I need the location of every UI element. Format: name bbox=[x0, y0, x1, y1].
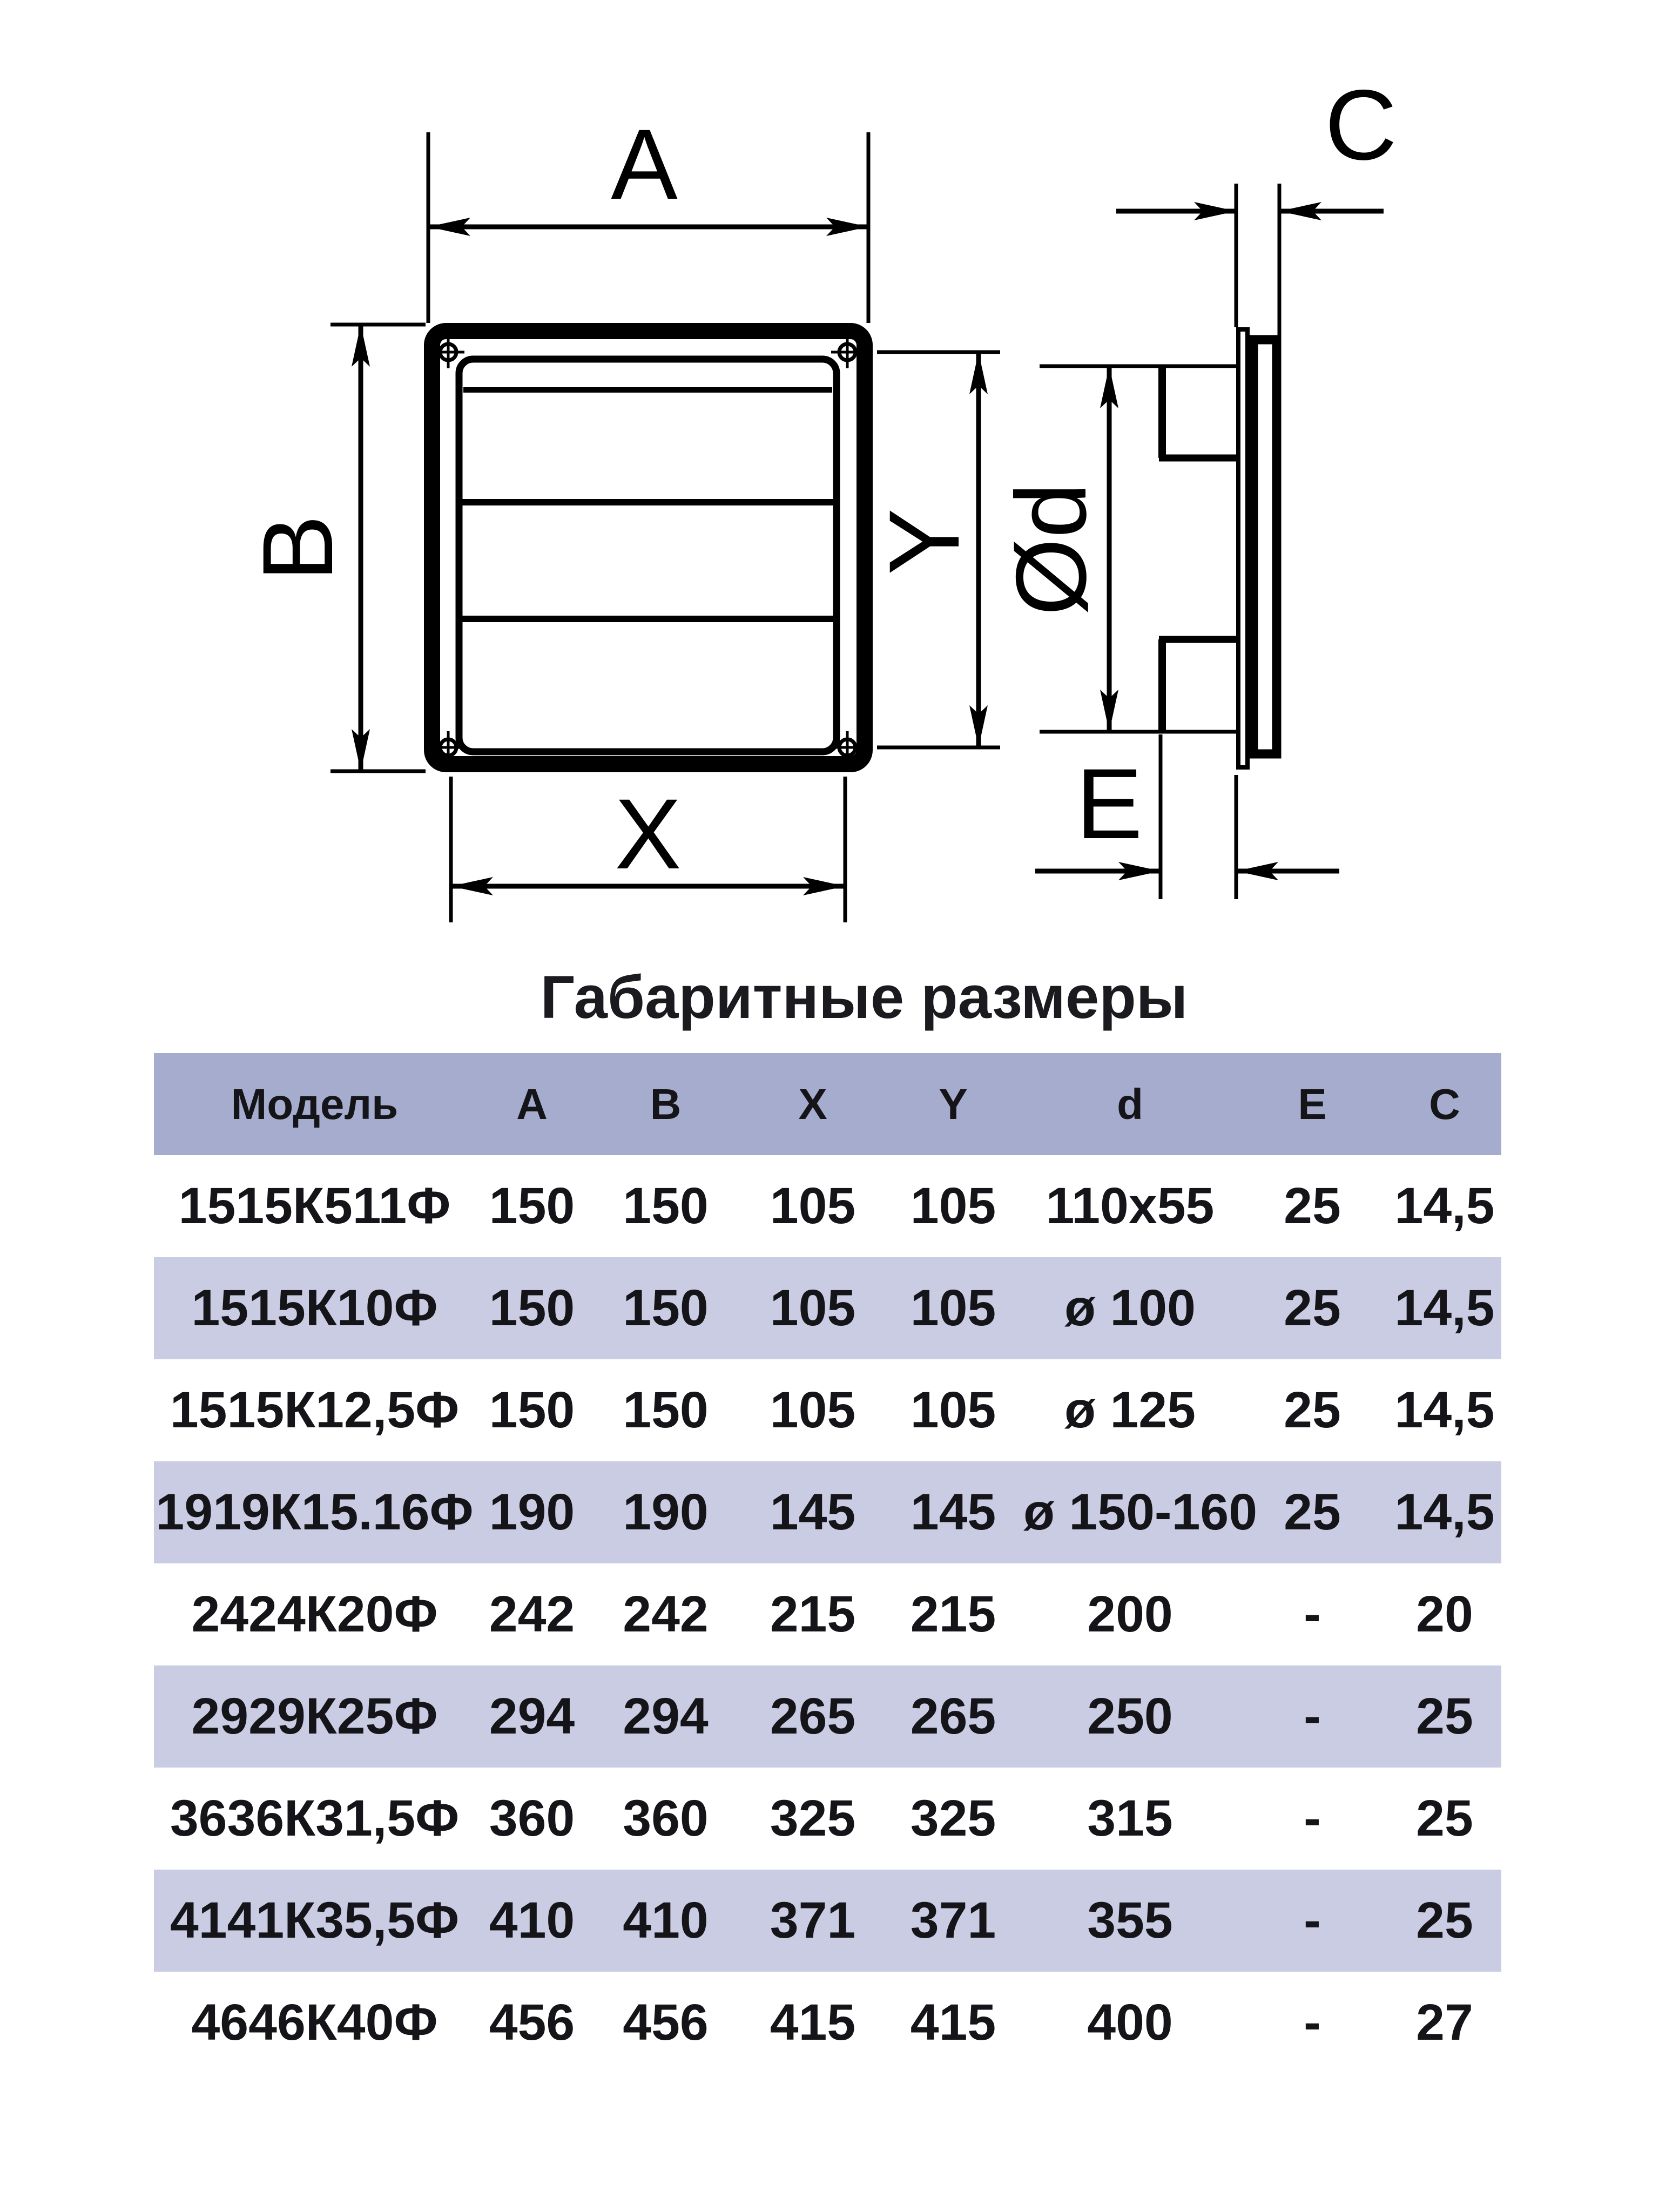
cell-model: 2929К25Ф bbox=[191, 1688, 438, 1745]
dimension-b bbox=[242, 325, 426, 771]
cell-e: 25 bbox=[1284, 1381, 1341, 1439]
dimension-e bbox=[1035, 734, 1339, 899]
cell-b: 410 bbox=[623, 1892, 709, 1949]
cell-d: ø 150-160 bbox=[1023, 1483, 1258, 1541]
dim-label-b: B bbox=[242, 515, 354, 582]
cell-e: 25 bbox=[1284, 1279, 1341, 1337]
cell-c: 14,5 bbox=[1394, 1177, 1495, 1235]
table-row bbox=[154, 1665, 1501, 1768]
table-row bbox=[154, 1768, 1501, 1870]
side-front-strip bbox=[1238, 329, 1247, 767]
dim-label-x: X bbox=[615, 779, 682, 890]
table-row bbox=[154, 1257, 1501, 1359]
cell-y: 415 bbox=[910, 1994, 996, 2051]
cell-e: - bbox=[1304, 1790, 1321, 1847]
cell-b: 150 bbox=[623, 1279, 709, 1337]
cell-model: 2424К20Ф bbox=[191, 1586, 438, 1643]
grille-louver-panel bbox=[459, 359, 837, 752]
table-row bbox=[154, 1461, 1501, 1563]
header-model: Модель bbox=[231, 1080, 399, 1128]
dimension-c bbox=[1116, 70, 1397, 336]
header-c: C bbox=[1429, 1080, 1460, 1128]
cell-c: 25 bbox=[1416, 1790, 1473, 1847]
cell-y: 105 bbox=[910, 1177, 996, 1235]
cell-x: 325 bbox=[770, 1790, 856, 1847]
cell-d: 250 bbox=[1087, 1688, 1173, 1745]
cell-d: 200 bbox=[1087, 1586, 1173, 1643]
front-view bbox=[432, 331, 865, 764]
cell-d: ø 125 bbox=[1064, 1381, 1196, 1439]
dim-label-diameter: Ød bbox=[996, 482, 1107, 616]
cell-e: - bbox=[1304, 1688, 1321, 1745]
cell-model: 3636К31,5Ф bbox=[170, 1790, 460, 1847]
cell-y: 325 bbox=[910, 1790, 996, 1847]
page-title: Габаритные размеры bbox=[540, 963, 1188, 1031]
cell-c: 14,5 bbox=[1394, 1279, 1495, 1337]
cell-c: 20 bbox=[1416, 1586, 1473, 1643]
cell-c: 27 bbox=[1416, 1994, 1473, 2051]
cell-e: - bbox=[1304, 1892, 1321, 1949]
cell-e: - bbox=[1304, 1994, 1321, 2051]
cell-a: 360 bbox=[489, 1790, 575, 1847]
cell-b: 190 bbox=[623, 1483, 709, 1541]
cell-a: 190 bbox=[489, 1483, 575, 1541]
cell-a: 410 bbox=[489, 1892, 575, 1949]
dim-label-e: E bbox=[1076, 748, 1143, 860]
cell-x: 145 bbox=[770, 1483, 856, 1541]
cell-c: 14,5 bbox=[1394, 1483, 1495, 1541]
cell-x: 105 bbox=[770, 1177, 856, 1235]
dimension-x bbox=[451, 777, 845, 922]
cell-x: 265 bbox=[770, 1688, 856, 1745]
cell-d: 110x55 bbox=[1046, 1177, 1215, 1235]
cell-x: 105 bbox=[770, 1381, 856, 1439]
dimensions-table bbox=[154, 1053, 1501, 2074]
header-x: X bbox=[798, 1080, 827, 1128]
cell-a: 242 bbox=[489, 1586, 575, 1643]
cell-model: 1515К12,5Ф bbox=[170, 1381, 460, 1439]
cell-e: - bbox=[1304, 1586, 1321, 1643]
cell-b: 360 bbox=[623, 1790, 709, 1847]
cell-d: 400 bbox=[1087, 1994, 1173, 2051]
cell-c: 25 bbox=[1416, 1892, 1473, 1949]
table-row bbox=[154, 1359, 1501, 1461]
header-b: B bbox=[650, 1080, 682, 1128]
cell-x: 371 bbox=[770, 1892, 856, 1949]
cell-model: 1919К15.16Ф bbox=[156, 1483, 474, 1541]
cell-e: 25 bbox=[1284, 1177, 1341, 1235]
cell-b: 242 bbox=[623, 1586, 709, 1643]
cell-x: 415 bbox=[770, 1994, 856, 2051]
table-row bbox=[154, 1870, 1501, 1972]
header-e: E bbox=[1298, 1080, 1327, 1128]
cell-b: 456 bbox=[623, 1994, 709, 2051]
cell-x: 215 bbox=[770, 1586, 856, 1643]
cell-d: 315 bbox=[1087, 1790, 1173, 1847]
header-a: A bbox=[516, 1080, 548, 1128]
cell-a: 150 bbox=[489, 1177, 575, 1235]
dim-label-c: C bbox=[1325, 70, 1397, 181]
dimension-y bbox=[869, 352, 1000, 747]
cell-model: 1515К10Ф bbox=[191, 1279, 438, 1337]
cell-b: 294 bbox=[623, 1688, 709, 1745]
cell-model: 1515К511Ф bbox=[178, 1177, 451, 1235]
cell-a: 150 bbox=[489, 1381, 575, 1439]
cell-y: 145 bbox=[910, 1483, 996, 1541]
dimension-diameter bbox=[996, 366, 1118, 732]
cell-x: 105 bbox=[770, 1279, 856, 1337]
table-row bbox=[154, 1563, 1501, 1665]
cell-b: 150 bbox=[623, 1381, 709, 1439]
cell-d: 355 bbox=[1087, 1892, 1173, 1949]
cell-y: 215 bbox=[910, 1586, 996, 1643]
cell-c: 14,5 bbox=[1394, 1381, 1495, 1439]
cell-c: 25 bbox=[1416, 1688, 1473, 1745]
cell-y: 265 bbox=[910, 1688, 996, 1745]
cell-model: 4141К35,5Ф bbox=[170, 1892, 460, 1949]
cell-y: 371 bbox=[910, 1892, 996, 1949]
cell-a: 456 bbox=[489, 1994, 575, 2051]
cell-a: 150 bbox=[489, 1279, 575, 1337]
technical-drawing bbox=[0, 0, 1659, 1026]
header-d: d bbox=[1117, 1080, 1143, 1128]
header-y: Y bbox=[939, 1080, 968, 1128]
table-header-row bbox=[154, 1053, 1501, 1155]
dimension-a bbox=[428, 109, 868, 323]
cell-model: 4646К40Ф bbox=[191, 1994, 438, 2051]
table-row bbox=[154, 1155, 1501, 1257]
cell-b: 150 bbox=[623, 1177, 709, 1235]
grille-outer-frame bbox=[432, 331, 865, 764]
table-row bbox=[154, 1972, 1501, 2074]
cell-y: 105 bbox=[910, 1381, 996, 1439]
cell-d: ø 100 bbox=[1064, 1279, 1196, 1337]
dim-label-a: A bbox=[611, 109, 678, 220]
cell-y: 105 bbox=[910, 1279, 996, 1337]
cell-e: 25 bbox=[1284, 1483, 1341, 1541]
cell-a: 294 bbox=[489, 1688, 575, 1745]
dim-label-y: Y bbox=[869, 508, 980, 575]
side-body-plate bbox=[1253, 340, 1277, 754]
